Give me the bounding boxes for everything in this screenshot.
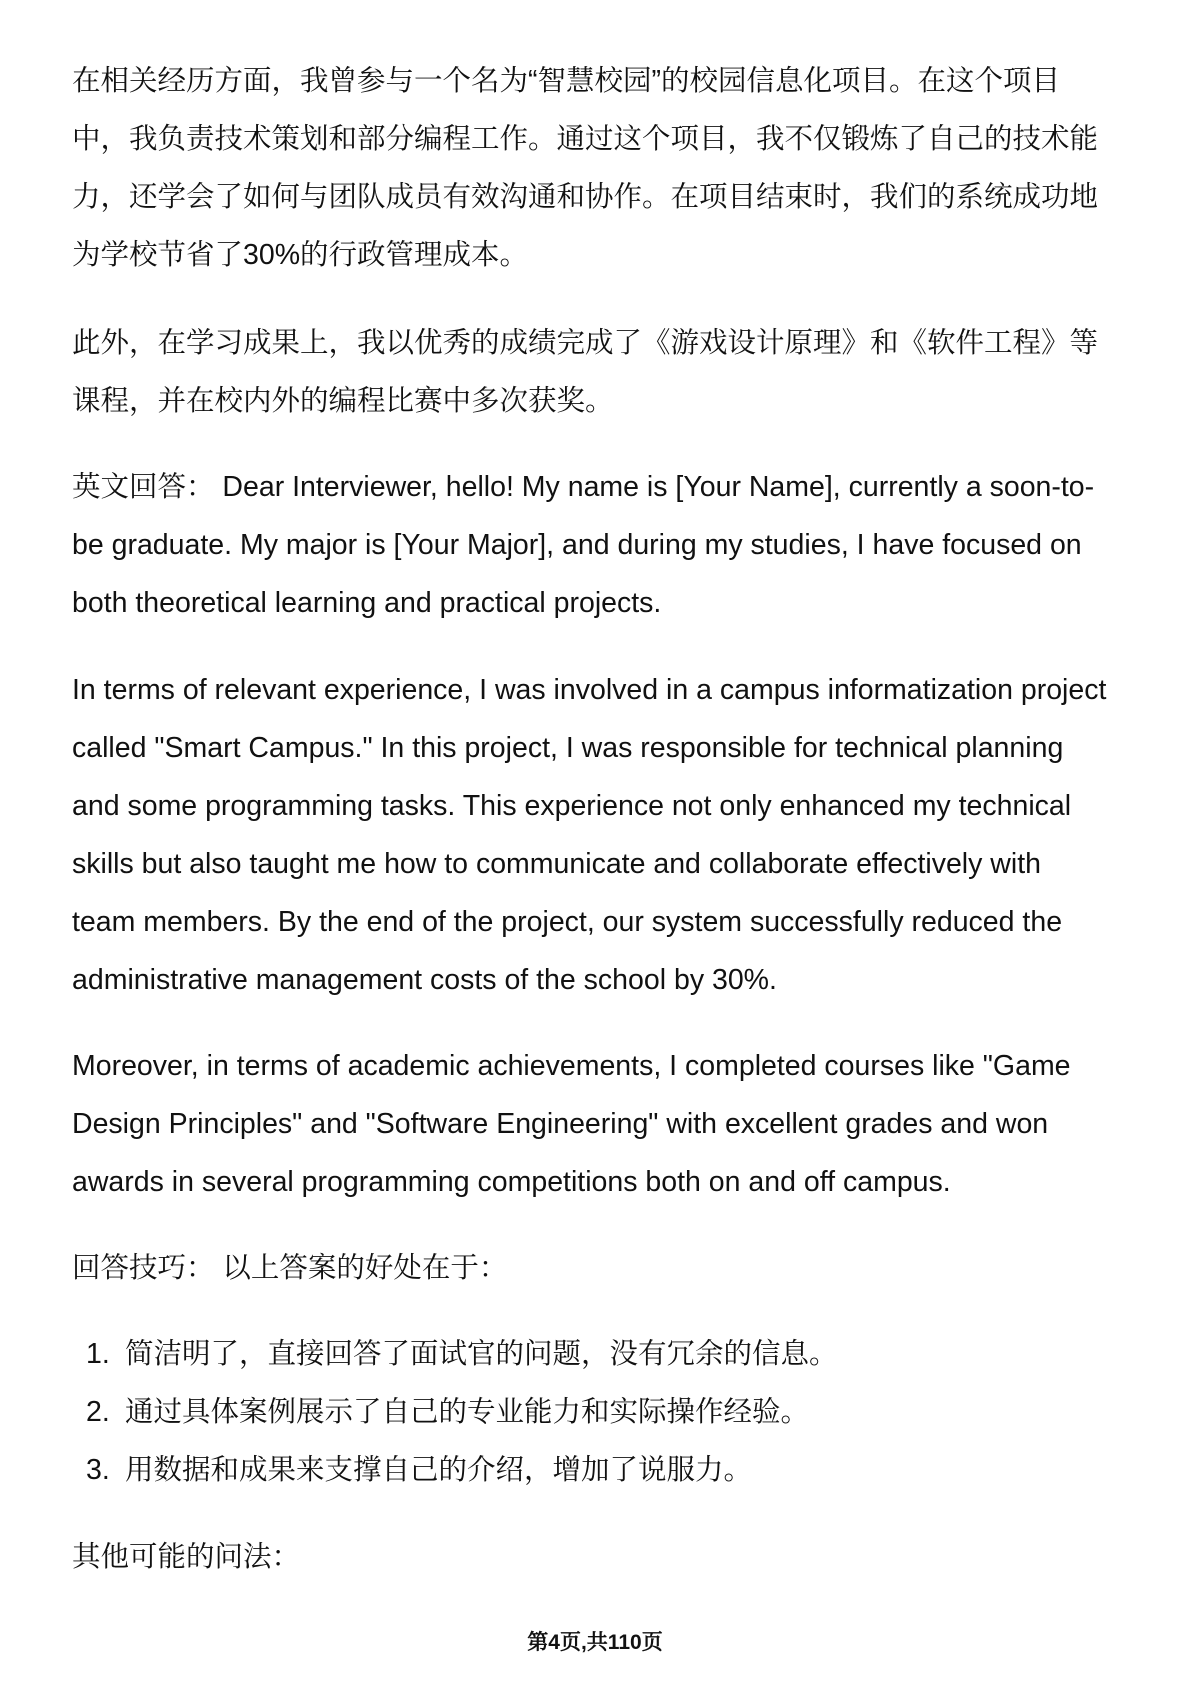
text-line: called "Smart Campus." In this project, I was responsible for technical planning [72, 732, 1064, 764]
other-questions-heading [72, 1528, 1152, 1586]
text-line: 力，还学会了如何与团队成员有效沟通和协作。在项目结束时，我们的系统成功地 [72, 181, 1099, 213]
tips-heading-text: 回答技巧： 以上答案的好处在于： [72, 1252, 508, 1284]
tips-heading [72, 1239, 1152, 1297]
text-line: skills but also taught me how to communicate and collaborate effectively with [72, 848, 1041, 880]
list-item [0, 1441, 1190, 1499]
text-line: 英文回答： Dear Interviewer, hello! My name is [Your Name], currently a soon-to- [72, 471, 1095, 503]
text-line: awards in several programming competitions both on and off campus. [72, 1166, 951, 1198]
text-line: Moreover, in terms of academic achievements, I completed courses like "Game [72, 1050, 1071, 1082]
text-line: 为学校节省了30%的行政管理成本。 [72, 239, 529, 271]
paragraph-achievements-cn [72, 314, 1152, 430]
text-line: Design Principles" and "Software Engineering" with excellent grades and won [72, 1108, 1049, 1140]
text-line: In terms of relevant experience, I was involved in a campus informatization project [72, 674, 1107, 706]
tips-list [0, 1325, 1190, 1499]
text-line: administrative management costs of the school by 30%. [72, 964, 777, 996]
text-line: be graduate. My major is [Your Major], and during my studies, I have focused on [72, 529, 1082, 561]
text-line: 在相关经历方面，我曾参与一个名为“智慧校园”的校园信息化项目。在这个项目 [72, 65, 1060, 97]
text-line: team members. By the end of the project, our system successfully reduced the [72, 906, 1063, 938]
paragraph-achievements-en [72, 1037, 1152, 1211]
list-item-text: 简洁明了，直接回答了面试官的问题，没有冗余的信息。 [125, 1338, 838, 1370]
paragraph-experience-en [72, 661, 1152, 1009]
page-number-footer: 第4页,共110页 [527, 1631, 663, 1654]
text-line: and some programming tasks. This experience not only enhanced my technical [72, 790, 1072, 822]
text-line: 中，我负责技术策划和部分编程工作。通过这个项目，我不仅锻炼了自己的技术能 [72, 123, 1099, 155]
text-line: 课程，并在校内外的编程比赛中多次获奖。 [72, 385, 614, 417]
list-item-text: 用数据和成果来支撑自己的介绍，增加了说服力。 [125, 1454, 753, 1486]
list-item-text: 通过具体案例展示了自己的专业能力和实际操作经验。 [125, 1396, 810, 1428]
list-item [0, 1325, 1190, 1383]
list-item [0, 1383, 1190, 1441]
list-item-number: 3. [86, 1454, 110, 1486]
paragraph-english-answer-intro [72, 458, 1152, 632]
text-line: 此外，在学习成果上，我以优秀的成绩完成了《游戏设计原理》和《软件工程》等 [72, 327, 1099, 359]
list-item-number: 2. [86, 1396, 110, 1428]
text-line: both theoretical learning and practical projects. [72, 587, 662, 619]
other-questions-heading-text: 其他可能的问法： [72, 1541, 301, 1573]
paragraph-experience-cn [72, 52, 1152, 284]
list-item-number: 1. [86, 1338, 110, 1370]
